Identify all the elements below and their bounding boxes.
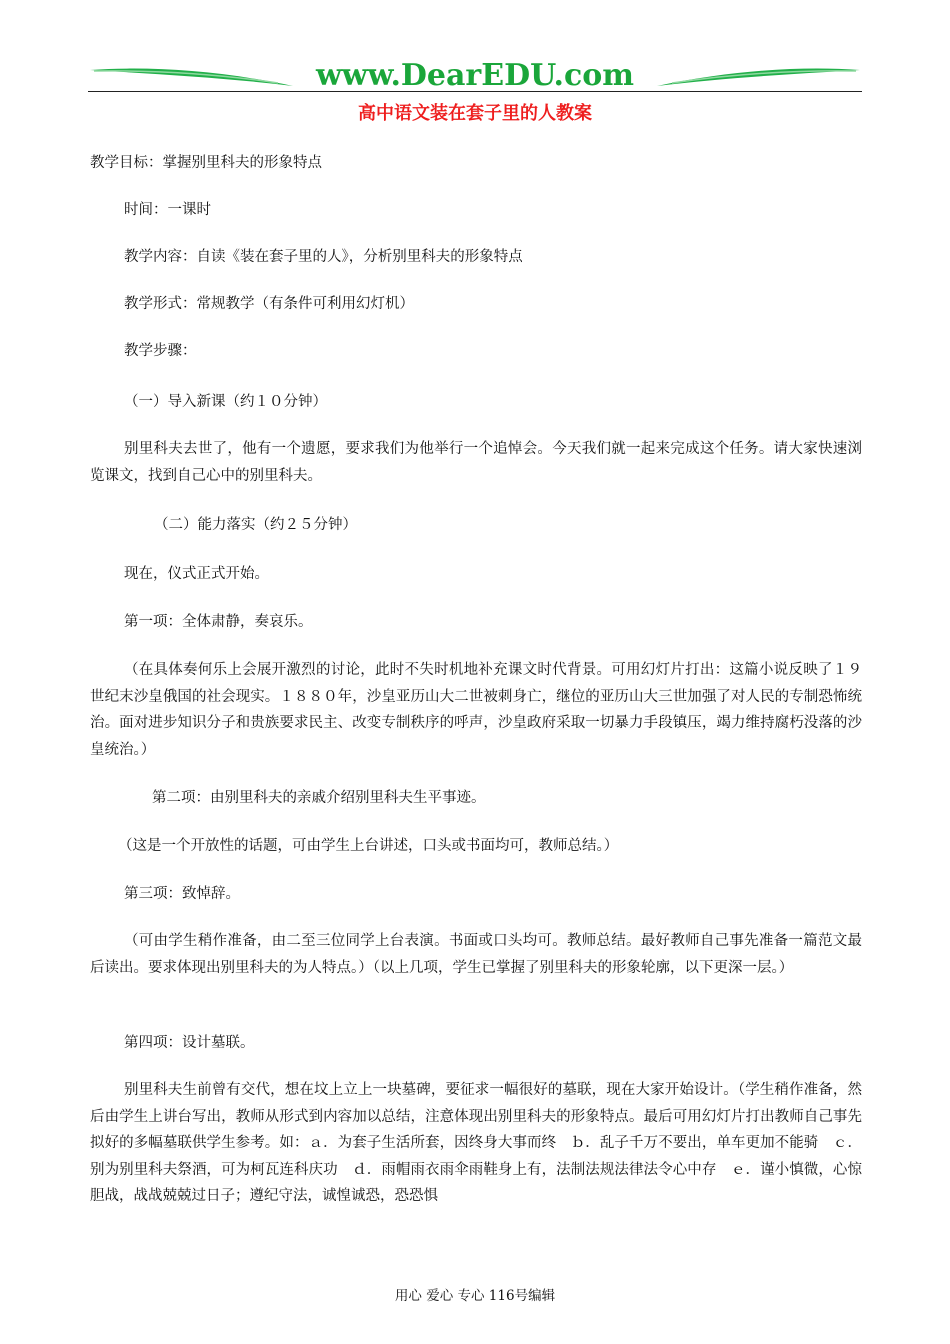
header-divider [88, 91, 862, 92]
teaching-goal: 教学目标：掌握别里科夫的形象特点 [90, 155, 322, 171]
item-4-text: 别里科夫生前曾有交代，想在坟上立上一块墓碑，要征求一幅很好的墓联，现在大家开始设计。（学生稍作准备，然后由学生上讲台写出，教师从形式到内容加以总结，注意体现出别里科夫的形象特点。最后可用幻灯片打出教师自己事先拟好的多幅墓联供学生参考。如：ａ．为套子生活所套，因终身大事而终 ｂ．乱子千万不要出，单车更加不能骑 ｃ．别为别里科夫祭酒，可为柯瓦连科庆功 ｄ．雨帽雨衣雨伞雨鞋身上有，法制法规法律法令心中存 ｅ．谨小慎微，心惊胆战，战战兢兢过日子；遵纪守法，诚惶诚恐，恐恐惧 [90, 1082, 862, 1204]
site-header [88, 56, 862, 96]
lesson-steps-label: 教学步骤： [124, 343, 197, 359]
page-title: 高中语文装在套子里的人教案 [358, 103, 592, 124]
item-2-note: （这是一个开放性的话题，可由学生上台讲述，口头或书面均可，教师总结。） [118, 838, 619, 854]
item-1-note: （在具体奏何乐上会展开激烈的讨论，此时不失时机地补充课文时代背景。可用幻灯片打出：这篇小说反映了１９世纪末沙皇俄国的社会现实。１８８０年，沙皇亚历山大二世被刺身亡，继位的亚历山大三世加强了对人民的专制恐怖统治。面对进步知识分子和贵族要求民主、改变专制秩序的呼声，沙皇政府采取一切暴力手段镇压，竭力维持腐朽没落的沙皇统治。） [90, 662, 862, 758]
item-3-note: （可由学生稍作准备，由二至三位同学上台表演。书面或口头均可。教师总结。最好教师自己事先准备一篇范文最后读出。要求体现出别里科夫的为人特点。）（以上几项，学生已掌握了别里科夫的形象轮廓，以下更深一层。） [90, 933, 862, 976]
item-4: 第四项：设计墓联。 [124, 1035, 255, 1051]
lesson-form: 教学形式：常规教学（有条件可利用幻灯机） [124, 296, 414, 312]
ceremony-start: 现在，仪式正式开始。 [124, 566, 269, 582]
lesson-content: 教学内容：自读《装在套子里的人》，分析别里科夫的形象特点 [124, 249, 523, 265]
lesson-time: 时间：一课时 [124, 202, 211, 218]
section2-heading: （二）能力落实（约２５分钟） [154, 517, 357, 533]
item-3: 第三项：致悼辞。 [124, 886, 240, 902]
item-2: 第二项：由别里科夫的亲戚介绍别里科夫生平事迹。 [152, 790, 486, 806]
page-footer: 用心 爱心 专心 116号编辑 [394, 1288, 556, 1304]
site-logo-text[interactable]: www.DearEDU.com [315, 58, 634, 93]
item-1: 第一项：全体肃静，奏哀乐。 [124, 614, 313, 630]
section1-text: 别里科夫去世了，他有一个遗愿，要求我们为他举行一个追悼会。今天我们就一起来完成这个任务。请大家快速浏览课文，找到自己心中的别里科夫。 [90, 441, 862, 484]
section1-heading: （一）导入新课（约１０分钟） [124, 394, 327, 410]
